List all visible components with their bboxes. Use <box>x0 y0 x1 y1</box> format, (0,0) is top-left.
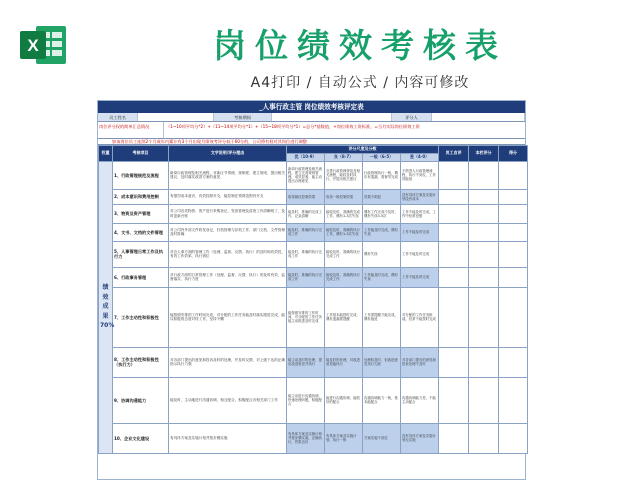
evaluation-table <box>98 145 528 454</box>
item-label: 7、工作主动性和积极性 <box>113 287 169 347</box>
reviewer-field[interactable] <box>432 113 525 121</box>
score-cell[interactable] <box>499 189 528 204</box>
header-weight: 权重 <box>99 146 113 162</box>
mgr-score-cell[interactable] <box>469 223 499 241</box>
table-row <box>99 161 528 189</box>
reviewer-label: 评分人 <box>392 113 432 121</box>
mgr-score-cell[interactable] <box>469 287 499 347</box>
criteria-text: 能及时、主动地进行沟通协调，相互配合，积极配合各相关部门工作 <box>169 377 287 423</box>
self-score-cell[interactable] <box>439 223 469 241</box>
level-1-text: 有具体方案及实施计划并按步骤实施，正确执行，效果良好 <box>287 423 325 453</box>
table-row <box>99 347 528 377</box>
level-3-text: 效果不明显 <box>363 189 401 204</box>
item-label: 10、企业文化建设 <box>113 423 169 453</box>
mgr-score-cell[interactable] <box>469 161 499 189</box>
score-cell[interactable] <box>499 223 528 241</box>
criteria-text: 对行政方面的日常管理工作（处理、监督、反馈、执行）的及时有效，监督落实、执行力度 <box>169 267 287 287</box>
score-cell[interactable] <box>499 241 528 267</box>
level-1-text: 能及时，准确的执行完成工作 <box>287 241 325 267</box>
level-1-text: 能按照安排的工作时间，对分配的工作任务能主动推进及时完成 <box>287 287 325 347</box>
score-cell[interactable] <box>499 347 528 377</box>
item-label: 8、工作主动性和积极性（执行力） <box>113 347 169 377</box>
table-row <box>99 377 528 423</box>
item-label: 3、物资及资产管理 <box>113 204 169 223</box>
self-score-cell[interactable] <box>439 204 469 223</box>
header-level-4: 差（4-0） <box>401 153 439 161</box>
mgr-score-cell[interactable] <box>469 241 499 267</box>
level-3-text: 工作需提醒才能完成，偶有拖延 <box>363 287 401 347</box>
level-1-text: 能主动进行沟通协调，快速处理问题，积极配合 <box>287 377 325 423</box>
level-4-text: 不熟悉人行政管理流程，执行不到位，工作效能低 <box>401 161 439 189</box>
mgr-score-cell[interactable] <box>469 204 499 223</box>
score-cell[interactable] <box>499 204 528 223</box>
level-3-text: 处理较及时，但改进意见执行欠缺 <box>363 347 401 377</box>
self-score-cell[interactable] <box>439 287 469 347</box>
evaluation-sheet <box>97 100 526 480</box>
criteria-text: 有具体方案及实施计划并按步骤实施 <box>169 423 287 453</box>
level-3-text: 工作能及时完成，偶有失误 <box>363 267 401 287</box>
level-2-text: 能较及时，准确的执行完成工作 <box>325 241 363 267</box>
criteria-text: 新岗行政管理及相关流程，对新区节奏理、规制度、建立规则，提出相关建议，及时落实改善方案的意见 <box>169 161 287 189</box>
formula-label: 岗位评分权的简单汇总情况 <box>98 122 164 138</box>
table-row <box>99 287 528 347</box>
mgr-score-cell[interactable] <box>469 189 499 204</box>
level-4-text: 对各部门提出的意见和投诉处理不及时 <box>401 347 439 377</box>
level-4-text: 对分配的工作任务推诿，经常不能按时完成 <box>401 287 439 347</box>
mgr-score-cell[interactable] <box>469 423 499 453</box>
level-2-text: 完善行政管理规范及相关流程，能较及时执行，并提出相关建议 <box>325 161 363 189</box>
info-row <box>98 113 525 122</box>
item-label: 9、协调沟通能力 <box>113 377 169 423</box>
level-4-text: 没有具体方案及实施计划没有成本 <box>401 189 439 204</box>
score-cell[interactable] <box>499 267 528 287</box>
criteria-text: 对公司内外部文件收发登记，归档管理与存档工作，部门文档、文件管理及时准确 <box>169 223 287 241</box>
table-row <box>99 223 528 241</box>
table-row <box>99 423 528 453</box>
level-3-text: 偶有失误 <box>363 241 401 267</box>
item-label: 1、行政管理规范及流程 <box>113 161 169 189</box>
sheet-title: _人事行政主管 岗位绩效考核评定表 <box>98 101 525 113</box>
level-2-text: 有具体方案及实施计划，执行一般 <box>325 423 363 453</box>
header-level-1: 优（10-9） <box>287 153 325 161</box>
table-row <box>99 204 528 223</box>
level-4-text: 工作不能及时完成 <box>401 267 439 287</box>
level-1-text: 能及时，准确的执行完成工作 <box>287 267 325 287</box>
level-3-text: 工作能及时完成，偶有失误 <box>363 223 401 241</box>
table-row <box>99 241 528 267</box>
header-criteria: 文字说明/评分理由 <box>169 146 287 162</box>
name-label: 员工姓名 <box>98 113 138 121</box>
header-mgr: 本栏评分 <box>469 146 499 162</box>
level-1-text: 能及时，准确的执行完成工作 <box>287 223 325 241</box>
level-1-text: 能主动及时的处理，提出改进意见并执行 <box>287 347 325 377</box>
header-score: 得分 <box>499 146 528 162</box>
level-3-text: 行政管理执行一般，偶尔有遗漏，需督导完成 <box>363 161 401 189</box>
item-label: 6、行政事务管理 <box>113 267 169 287</box>
item-label: 4、文书、文档的文件管理 <box>113 223 169 241</box>
header-self: 员工自评 <box>439 146 469 162</box>
name-field[interactable] <box>138 113 214 121</box>
period-field[interactable] <box>272 113 392 121</box>
level-4-text: 沟通协调能力差，不能主动配合 <box>401 377 439 423</box>
level-4-text: 工作不能及时完成 <box>401 223 439 241</box>
mgr-score-cell[interactable] <box>469 347 499 377</box>
score-cell[interactable] <box>499 287 528 347</box>
level-4-text: 工作不能及时完成，工作中经常犯错 <box>401 204 439 223</box>
excel-logo-icon <box>18 22 68 68</box>
weight-label: 绩效成果70% <box>99 161 113 453</box>
table-row <box>99 267 528 287</box>
score-cell[interactable] <box>499 377 528 423</box>
level-3-text: 沟通协调能力一般，基本能配合 <box>363 377 401 423</box>
header-level-2: 良（8-7） <box>325 153 363 161</box>
header-item: 考核项目 <box>113 146 169 162</box>
level-2-text: 取得一般控制效果 <box>325 189 363 204</box>
header-level-3: 一般（6-5） <box>363 153 401 161</box>
item-label: 5、人事管理日常工作及执行力 <box>113 241 169 267</box>
item-label: 2、成本意识和费用控制 <box>113 189 169 204</box>
formula-note: 如该岗位员工连续2个月或年内累计有3个月出现月绩效考评分低于60分的，公司将有权对其岗位进行调整 <box>98 138 525 145</box>
level-2-text: 能及时的处理，对改进意见能执行 <box>325 347 363 377</box>
criteria-text: 对各人事方面的管理工作（处理、监督、反馈、执行）的及时和有效性，有效工作效率，执行到位 <box>169 241 287 267</box>
self-score-cell[interactable] <box>439 267 469 287</box>
criteria-text: 对公司各类物资、资产进行采购登记、发放管理及清查工作清晰明了，及时更新台账 <box>169 204 287 223</box>
page-subtitle: A4打印 / 自动公式 / 内容可修改 <box>250 75 470 91</box>
level-1-text: 取得最佳控制效果 <box>287 189 325 204</box>
level-2-text: 能进行沟通协调，能较好的配合 <box>325 377 363 423</box>
period-label: 考核期间 <box>214 113 272 121</box>
level-2-text: 能较及时，准确的执行完成工作 <box>325 267 363 287</box>
mgr-score-cell[interactable] <box>469 377 499 423</box>
level-2-text: 能较及时，准确的执行工作，偶有1-3次失误 <box>325 223 363 241</box>
svg-text:X: X <box>27 36 39 55</box>
self-score-cell[interactable] <box>439 377 469 423</box>
mgr-score-cell[interactable] <box>469 267 499 287</box>
header-levels: 评分尺度及分数 <box>287 146 439 154</box>
level-2-text: 工作基本能按时完成，偶有遗漏需提醒 <box>325 287 363 347</box>
formula-text: （1~10项平均分*2）+（11~14项平均分*1）+（15~18项平均分*1）=总分*基数值，+岗位绩效工资标准，=当月实际岗位绩效工资 <box>166 124 420 129</box>
level-3-text: 偶有工作完成不及时，偶有失误3-5次 <box>363 204 401 223</box>
level-4-text: 没有具体方案及实施计划无实施 <box>401 423 439 453</box>
page-title: 岗位绩效考核表 <box>213 26 507 65</box>
level-1-text: 能及时，准确的完成工作，记录清晰 <box>287 204 325 223</box>
score-cell[interactable] <box>499 161 528 189</box>
criteria-text: 对各部门提出的意见和投诉及时的处理，并及时反馈，对上级下达的正确指示执行力强 <box>169 347 287 377</box>
level-4-text: 工作不能及时完成 <box>401 241 439 267</box>
self-score-cell[interactable] <box>439 347 469 377</box>
criteria-text: 有强烈成本意识，有效控制开支，能控制在预算范围内开支 <box>169 189 287 204</box>
criteria-text: 能按照安排的工作时间完成，对分配的工作任务能及时落实跟进完成，能以积极的态度对待工作，坚持不懈 <box>169 287 287 347</box>
table-row <box>99 189 528 204</box>
level-2-text: 能较及时，准确的完成工作，偶有1-3次失误 <box>325 204 363 223</box>
score-cell[interactable] <box>499 423 528 453</box>
self-score-cell[interactable] <box>439 423 469 453</box>
formula-row <box>98 122 525 139</box>
level-3-text: 方案实施不到位 <box>363 423 401 453</box>
self-score-cell[interactable] <box>439 241 469 267</box>
level-1-text: 新岗行政管理及相关流程，建立完善规则管理，成效显著，能主动提出合理意见 <box>287 161 325 189</box>
self-score-cell[interactable] <box>439 189 469 204</box>
self-score-cell[interactable] <box>439 161 469 189</box>
